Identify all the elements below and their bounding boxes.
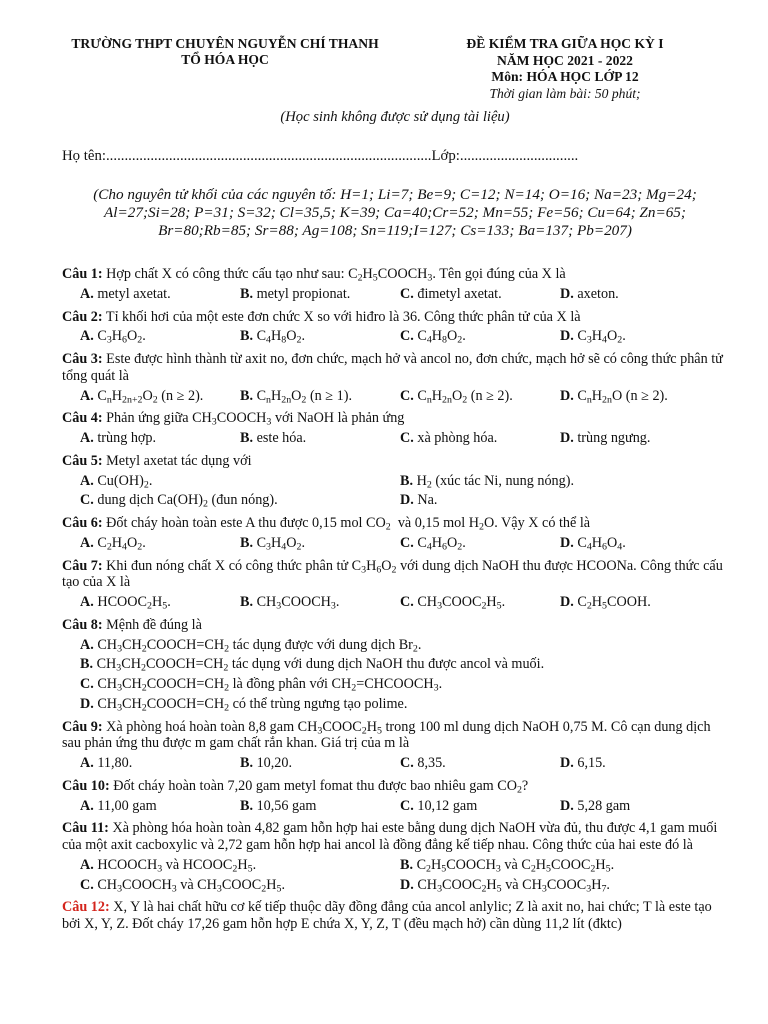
question-list xyxy=(62,266,732,936)
question-1 xyxy=(62,266,732,283)
question-5 xyxy=(62,453,732,470)
option-key: A. xyxy=(80,430,94,446)
question-label: Câu 12: xyxy=(62,899,110,916)
question-stem: Khi đun nóng chất X có công thức phân tử $C_3H_6O_2$ với dung dịch NaOH thu được HCOONa. Công thức cấu tạo của X là xyxy=(62,557,723,591)
answer-option-b xyxy=(80,656,720,673)
option-text: este hóa. xyxy=(253,430,307,446)
answer-option-a xyxy=(80,755,240,772)
question-label: Câu 4: xyxy=(62,410,103,427)
option-text: $C_nH_{2n}O_2$ (n ≥ 2). xyxy=(413,387,513,405)
option-key: C. xyxy=(400,534,414,551)
question-label: Câu 3: xyxy=(62,351,103,367)
answer-option-c xyxy=(400,535,560,552)
option-key: A. xyxy=(80,856,94,873)
answer-option-d xyxy=(400,492,720,509)
question-stem: Đốt cháy hoàn toàn este A thu được 0,15 mol $CO_2$ và 0,15 mol $H_2O$. Vậy X có thể là xyxy=(102,515,591,533)
option-text: $C_2H_5COOH$. xyxy=(573,594,651,612)
option-key: B. xyxy=(80,656,94,673)
option-text: $CH_3COOCH_3$. xyxy=(253,594,340,612)
option-key: A. xyxy=(80,328,94,345)
option-text: 11,00 gam xyxy=(93,797,157,814)
question-stem: Đốt cháy hoàn toàn 7,20 gam metyl fomat thu được bao nhiêu gam $CO_2$? xyxy=(109,777,529,796)
question-stem: Phản ứng giữa $CH_3COOCH_3$ với NaOH là phản ứng xyxy=(102,410,405,428)
option-key: D. xyxy=(560,387,574,404)
option-text: $CH_3COOC_2H_5$. xyxy=(413,594,506,612)
exam-title: ĐỀ KIỂM TRA GIỮA HỌC KỲ I xyxy=(466,36,664,51)
answer-option-d xyxy=(560,755,720,772)
question-stem: X, Y là hai chất hữu cơ kế tiếp thuộc dãy đồng đẳng của ancol anlylic; Z là axit no, hai chức; T là este tạo bởi X, Y, Z. Đốt cháy 17,26 gam hỗn hợp E chứa X, Y, Z, T (đều mạch hở) cần dùng 11,2 lít (đktc) xyxy=(62,899,712,932)
option-text: $C_4H_8O_2$. xyxy=(253,328,305,346)
question-label: Câu 10: xyxy=(62,777,110,794)
student-name-class-line: Họ tên:........................................................................................Lớp:................................ xyxy=(62,148,579,164)
option-key: D. xyxy=(560,328,574,345)
answer-option-a xyxy=(80,535,240,552)
question-9 xyxy=(62,719,732,753)
answer-option-b xyxy=(240,755,400,772)
option-key: A. xyxy=(80,755,94,771)
option-text: $C_4H_6O_4$. xyxy=(573,534,626,553)
question-10 xyxy=(62,778,732,795)
option-key: A. xyxy=(80,387,94,404)
question-stem: Xà phòng hoá hoàn toàn 8,8 gam $CH_3COOC_2H_5$ trong 100 ml dung dịch NaOH 0,75 M. Cô cạn dung dịch sau phản ứng thu được m gam chất rắn khan. Giá trị của m là xyxy=(62,718,711,752)
answer-options xyxy=(80,594,732,614)
option-key: D. xyxy=(560,285,574,302)
option-text: $C_4H_8O_2$. xyxy=(413,328,466,346)
option-text: $H_2$ (xúc tác Ni, nung nóng). xyxy=(413,472,575,490)
option-key: A. xyxy=(80,285,94,302)
answer-option-b xyxy=(240,388,400,405)
question-8 xyxy=(62,617,732,634)
option-text: 10,20. xyxy=(253,755,293,771)
option-key: A. xyxy=(80,472,94,489)
answer-option-c xyxy=(400,430,560,447)
school-name: TRƯỜNG THPT CHUYÊN NGUYỄN CHÍ THANH xyxy=(71,36,379,51)
question-7 xyxy=(62,558,732,592)
answer-option-c xyxy=(400,328,560,345)
answer-option-a xyxy=(80,798,240,815)
option-key: B. xyxy=(240,285,254,302)
option-key: B. xyxy=(240,534,254,551)
answer-option-a xyxy=(80,286,240,303)
answer-option-c xyxy=(80,877,400,894)
option-text: $CH_3CH_2COOCH=CH_2$ tác dụng được với dung dịch $Br_2$. xyxy=(93,636,422,654)
option-text: 10,12 gam xyxy=(413,797,478,814)
question-label: Câu 6: xyxy=(62,515,103,531)
option-text: axeton. xyxy=(573,285,619,302)
option-key: C. xyxy=(400,797,414,814)
answer-option-c xyxy=(400,286,560,303)
option-key: C. xyxy=(80,876,94,893)
option-key: B. xyxy=(240,328,254,345)
exam-note: (Học sinh không được sử dụng tài liệu) xyxy=(280,109,510,125)
option-text: 5,28 gam xyxy=(573,797,631,814)
option-text: trùng hợp. xyxy=(93,430,157,446)
question-6 xyxy=(62,515,732,532)
option-text: đimetyl axetat. xyxy=(413,285,502,302)
answer-option-d xyxy=(400,877,720,894)
option-text: Na. xyxy=(413,492,438,509)
option-text: 6,15. xyxy=(573,755,606,771)
option-text: metyl propionat. xyxy=(253,285,351,302)
time-limit: Thời gian làm bài: 50 phút; xyxy=(489,85,641,101)
answer-option-b xyxy=(400,857,720,874)
option-text: metyl axetat. xyxy=(93,285,171,302)
answer-option-c xyxy=(80,676,720,693)
answer-option-a xyxy=(80,637,720,654)
question-stem: Xà phòng hóa hoàn toàn 4,82 gam hỗn hợp hai este bằng dung dịch NaOH vừa đủ, thu được 4,1 gam muối của một axit cacboxylic và 2,72 gam hỗn hợp hai ancol là đồng đẳng kế tiếp nhau. Công thức của hai este đó là xyxy=(62,820,718,853)
option-key: D. xyxy=(400,492,414,509)
answer-option-b xyxy=(240,798,400,815)
answer-option-b xyxy=(240,328,400,345)
option-text: trùng ngưng. xyxy=(573,430,651,446)
answer-option-d xyxy=(80,696,720,713)
answer-option-b xyxy=(240,535,400,552)
exam-header xyxy=(420,36,710,102)
answer-options xyxy=(80,388,732,408)
option-key: C. xyxy=(400,755,414,771)
option-key: D. xyxy=(400,876,414,893)
question-label: Câu 8: xyxy=(62,616,103,633)
question-stem: Mệnh đề đúng là xyxy=(102,616,202,633)
question-12 xyxy=(62,899,732,933)
answer-option-a xyxy=(80,473,400,490)
answer-option-d xyxy=(560,535,720,552)
answer-option-b xyxy=(240,594,400,611)
option-key: B. xyxy=(240,430,254,446)
option-key: C. xyxy=(400,594,414,610)
atomic-masses: (Cho nguyên tử khối của các nguyên tố: H=1; Li=7; Be=9; C=12; N=14; O=16; Na=23; Mg=24; Al=27;Si=28; P=31; S=32; Cl=35,5; K=39; Ca=40;Cr=52; Mn=55; Fe=56; Cu=64; Zn=65; Br=80;Rb=85; Sr=88; Ag=108; Sn=119;I=127; Cs=133; Ba=137; Pb=207) xyxy=(93,186,697,240)
answer-option-a xyxy=(80,388,240,405)
option-text: $Cu(OH)_2$. xyxy=(93,472,153,490)
option-text: 8,35. xyxy=(413,755,446,771)
answer-option-d xyxy=(560,594,720,611)
option-text: 11,80. xyxy=(93,755,133,771)
answer-option-b xyxy=(240,286,400,303)
option-text: xà phòng hóa. xyxy=(413,430,498,446)
question-label: Câu 9: xyxy=(62,718,103,735)
option-text: $CH_3COOCH_3$ và $CH_3COOC_2H_5$. xyxy=(93,876,285,894)
option-text: $C_3H_4O_2$. xyxy=(573,328,626,346)
question-label: Câu 7: xyxy=(62,557,103,574)
option-key: C. xyxy=(400,387,414,404)
answer-options xyxy=(80,535,732,555)
answer-options xyxy=(80,857,732,897)
department-name: TỔ HÓA HỌC xyxy=(181,52,269,68)
option-key: D. xyxy=(560,755,574,771)
answer-option-a xyxy=(80,430,240,447)
option-key: D. xyxy=(560,534,574,551)
option-key: C. xyxy=(400,285,414,302)
answer-options xyxy=(80,286,732,306)
option-key: D. xyxy=(560,797,574,814)
answer-option-a xyxy=(80,857,400,874)
option-key: C. xyxy=(80,676,94,692)
answer-options xyxy=(80,430,732,450)
question-4 xyxy=(62,410,732,427)
option-key: A. xyxy=(80,534,94,551)
option-text: $C_2H_4O_2$. xyxy=(93,534,146,553)
option-text: $C_nH_{2n}O_2$ (n ≥ 1). xyxy=(253,387,353,405)
option-text: 10,56 gam xyxy=(253,797,317,814)
school-header xyxy=(40,36,410,69)
question-stem: Este được hình thành từ axit no, đơn chức, mạch hở và ancol no, đơn chức, mạch hở sẽ có công thức phân tử tổng quát là xyxy=(62,351,723,384)
answer-option-c xyxy=(400,594,560,611)
option-key: B. xyxy=(240,594,254,610)
option-key: C. xyxy=(400,430,414,446)
question-label: Câu 11: xyxy=(62,820,109,837)
option-key: D. xyxy=(560,430,574,446)
option-key: D. xyxy=(560,594,574,610)
answer-option-a xyxy=(80,594,240,611)
option-text: $C_3H_4O_2$. xyxy=(253,534,305,553)
option-text: $HCOOC_2H_5$. xyxy=(93,594,171,612)
answer-option-c xyxy=(400,798,560,815)
question-2 xyxy=(62,309,732,326)
answer-option-d xyxy=(560,430,720,447)
answer-option-c xyxy=(400,388,560,405)
answer-options xyxy=(80,637,732,716)
subject: Môn: HÓA HỌC LỚP 12 xyxy=(491,69,639,85)
option-key: A. xyxy=(80,594,94,610)
answer-option-d xyxy=(560,286,720,303)
question-stem: Tỉ khối hơi của một este đơn chức X so với hiđro là 36. Công thức phân tử của X là xyxy=(102,308,581,325)
option-text: dung dịch $Ca(OH)_2$ (đun nóng). xyxy=(93,492,278,510)
answer-options xyxy=(80,755,732,775)
option-key: C. xyxy=(400,328,414,345)
option-key: B. xyxy=(400,472,414,489)
option-key: D. xyxy=(80,695,94,712)
option-text: $C_3H_6O_2$. xyxy=(93,328,146,346)
answer-option-b xyxy=(240,430,400,447)
option-text: $C_4H_6O_2$. xyxy=(413,534,466,553)
question-label: Câu 1: xyxy=(62,266,103,282)
answer-option-d xyxy=(560,388,720,405)
option-key: A. xyxy=(80,797,94,814)
option-text: $HCOOCH_3$ và $HCOOC_2H_5$. xyxy=(93,856,257,875)
answer-option-a xyxy=(80,328,240,345)
option-key: B. xyxy=(400,856,414,873)
option-text: $CH_3CH_2COOCH=CH_2$ có thể trùng ngưng tạo polime. xyxy=(93,695,408,714)
option-key: A. xyxy=(80,636,94,653)
option-text: $C_2H_5COOCH_3$ và $C_2H_5COOC_2H_5$. xyxy=(413,856,615,875)
question-3 xyxy=(62,351,732,385)
answer-option-c xyxy=(80,492,400,509)
option-text: $CH_3CH_2COOCH=CH_2$ tác dụng với dung dịch NaOH thu được ancol và muối. xyxy=(93,656,545,674)
question-stem: Hợp chất X có công thức cấu tạo như sau: $C_2H_5COOCH_3$. Tên gọi đúng của X là xyxy=(102,266,566,284)
school-year: NĂM HỌC 2021 - 2022 xyxy=(497,52,633,68)
question-label: Câu 2: xyxy=(62,308,103,325)
question-stem: Metyl axetat tác dụng với xyxy=(102,452,252,469)
option-text: $CH_3CH_2COOCH=CH_2$ là đồng phân với $CH_2=CHCOOCH_3$. xyxy=(93,676,443,694)
answer-option-d xyxy=(560,328,720,345)
question-label: Câu 5: xyxy=(62,452,103,469)
answer-options xyxy=(80,798,732,818)
answer-options xyxy=(80,328,732,348)
answer-options xyxy=(80,473,732,513)
option-text: $CH_3COOC_2H_5$ và $CH_3COOC_3H_7$. xyxy=(413,876,610,894)
option-key: B. xyxy=(240,387,254,404)
question-11 xyxy=(62,820,732,854)
option-text: $C_nH_{2n+2}O_2$ (n ≥ 2). xyxy=(93,387,204,405)
answer-option-c xyxy=(400,755,560,772)
option-key: B. xyxy=(240,755,254,771)
answer-option-b xyxy=(400,473,720,490)
option-key: C. xyxy=(80,492,94,509)
option-key: B. xyxy=(240,797,254,814)
option-text: $C_nH_{2n}O$ (n ≥ 2). xyxy=(573,387,668,405)
answer-option-d xyxy=(560,798,720,815)
